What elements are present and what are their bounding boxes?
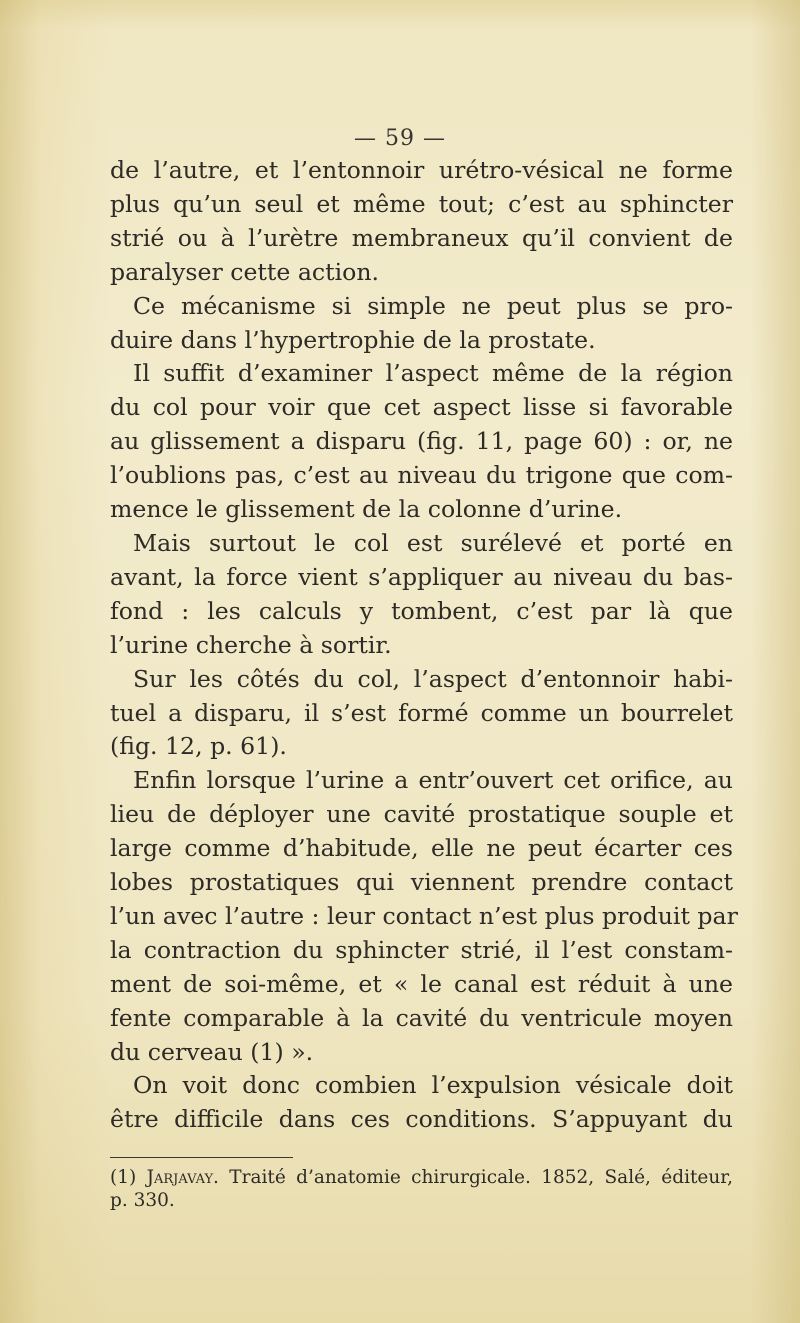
footnote-citation: Traité d’anatomie chirurgicale. 1852, Salé, éditeur,: [229, 1167, 733, 1188]
text-line: plus qu’un seul et même tout; c’est au sphincter: [110, 189, 733, 218]
footnote-line-1: [110, 1166, 733, 1189]
text-line: Il suffit d’examiner l’aspect même de la région: [133, 359, 733, 388]
text-line: On voit donc combien l’expulsion vésicale doit: [133, 1071, 733, 1100]
text-line: large comme d’habitude, elle ne peut écarter ces: [110, 834, 733, 863]
text-line: de l’autre, et l’entonnoir urétro-vésical ne forme: [110, 156, 733, 184]
page-number: — 59 —: [354, 126, 446, 151]
text-line: du col pour voir que cet aspect lisse si favorable: [110, 393, 733, 422]
text-line: fond : les calculs y tombent, c’est par là que: [110, 596, 733, 625]
text-line: paralyser cette action.: [110, 257, 380, 286]
footnote-author: Jarjavay.: [146, 1167, 219, 1188]
text-line: la contraction du sphincter strié, il l’est constam-: [110, 935, 733, 964]
text-line: l’un avec l’autre : leur contact n’est plus produit par: [110, 901, 738, 930]
text-line: Sur les côtés du col, l’aspect d’entonnoir habi-: [133, 664, 733, 693]
footnote-separator: [110, 1157, 293, 1158]
footnote: [110, 1166, 733, 1212]
text-line: duire dans l’hypertrophie de la prostate.: [110, 325, 596, 354]
text-line: lieu de déployer une cavité prostatique souple et: [110, 800, 733, 829]
text-line: strié ou à l’urètre membraneux qu’il convient de: [110, 223, 733, 252]
text-line: (fig. 12, p. 61).: [110, 732, 287, 761]
text-line: Enfin lorsque l’urine a entr’ouvert cet orifice, au: [133, 766, 733, 795]
footnote-line-2: p. 330.: [110, 1190, 175, 1211]
text-line: Ce mécanisme si simple ne peut plus se pro-: [133, 291, 733, 320]
text-line: avant, la force vient s’appliquer au niveau du bas-: [110, 562, 733, 591]
text-line: ment de soi-même, et « le canal est réduit à une: [110, 969, 733, 998]
text-line: au glissement a disparu (fig. 11, page 60) : or, ne: [110, 427, 733, 456]
text-line: mence le glissement de la colonne d’urine.: [110, 495, 623, 524]
text-line: du cerveau (1) ».: [110, 1037, 314, 1066]
text-line: l’urine cherche à sortir.: [110, 630, 392, 659]
text-line: fente comparable à la cavité du ventricule moyen: [110, 1003, 733, 1032]
text-line: tuel a disparu, il s’est formé comme un bourrelet: [110, 698, 733, 727]
text-line: être difficile dans ces conditions. S’appuyant du: [110, 1105, 733, 1134]
body-text: [110, 154, 738, 1137]
text-line: l’oublions pas, c’est au niveau du trigone que com-: [110, 461, 733, 490]
footnote-marker: (1): [110, 1167, 137, 1188]
text-line: lobes prostatiques qui viennent prendre contact: [110, 868, 733, 897]
text-line: Mais surtout le col est surélevé et porté en: [133, 528, 733, 557]
